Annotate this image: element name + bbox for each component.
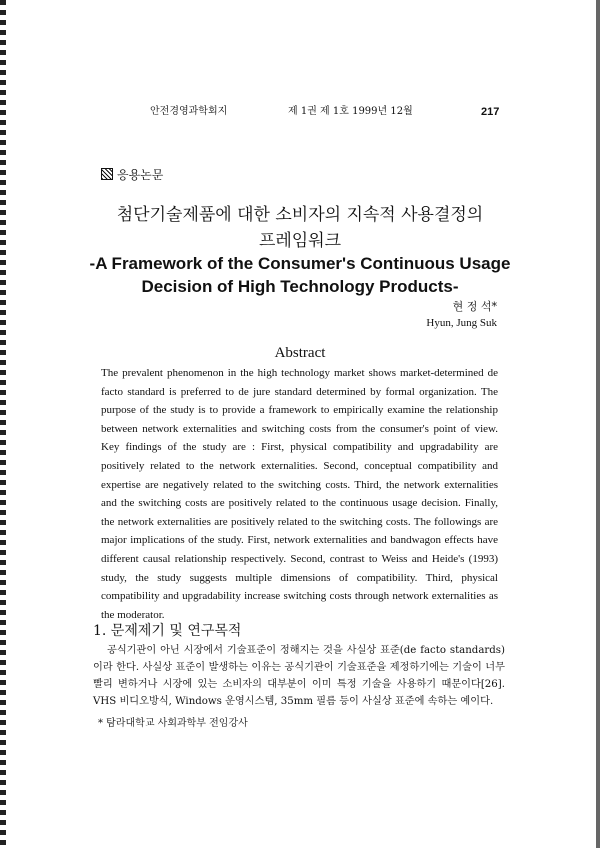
author-korean: 현 정 석*: [452, 300, 497, 313]
author-english: Hyun, Jung Suk: [426, 317, 497, 329]
section-tag-label: 응용논문: [117, 168, 164, 182]
footnote: * 탐라대학교 사회과학부 전임강사: [98, 718, 248, 729]
abstract-body: The prevalent phenomenon in the high technology market shows market-determined de facto standard is preferred to de jure standard determined by formal organization. The purpose of the study is to provide a framework to empirically examine the relationship between network externalities and switching costs from the consumer's point of view. Key findings of the study are : First, physical compatibility and upgradability are positively related to the network externalities. Second, conceptual compatibility and expertise are negatively related to the switching costs. Third, the network externalities and the switching costs are positively related to the continuous usage decision. Finally, the network externalities are positively related to the switching costs. The followings are major implications of the study. First, network externalities and bandwagon effects have different causal relationship respectively. Second, contrast to Weiss and Heide's (1993) study, the study suggests multiple dimensions of compatibility. Third, physical compatibility and upgradability increase switching costs through network externalities as the moderator.: [101, 367, 498, 621]
section-tag: [101, 168, 163, 182]
scan-left-edge: [0, 0, 6, 848]
section-heading: 1. 문제제기 및 연구목적: [93, 623, 242, 639]
section-body: 공식기관이 아닌 시장에서 기술표준이 정해지는 것을 사실상 표준(de facto standards)이라 한다. 사실상 표준이 발생하는 이유는 공식기관이 기술표준을 제정하기에는 기술이 너무 빨리 변하거나 시장에 있는 소비자의 대부분이 이미 특정 기술을 사용하기 때문이다[26]. VHS 비디오방식, Windows 운영시스템, 35mm 필름 등이 사실상 표준에 속하는 예이다.: [93, 645, 505, 707]
title-english-line2: Decision of High Technology Products-: [141, 277, 459, 296]
scan-right-edge: [596, 0, 600, 848]
abstract-heading: Abstract: [274, 345, 326, 361]
hatched-box-icon: [101, 168, 113, 180]
title-korean-line1: 첨단기술제품에 대한 소비자의 지속적 사용결정의: [116, 205, 484, 225]
title-korean-line2: 프레임워크: [258, 231, 342, 251]
running-header-issue: 제 1권 제 1호 1999년 12월: [288, 106, 413, 117]
title-english-line1: -A Framework of the Consumer's Continuous Usage: [89, 254, 511, 273]
running-header-journal: 안전경영과학회지: [150, 106, 228, 117]
page-number: 217: [481, 106, 500, 118]
